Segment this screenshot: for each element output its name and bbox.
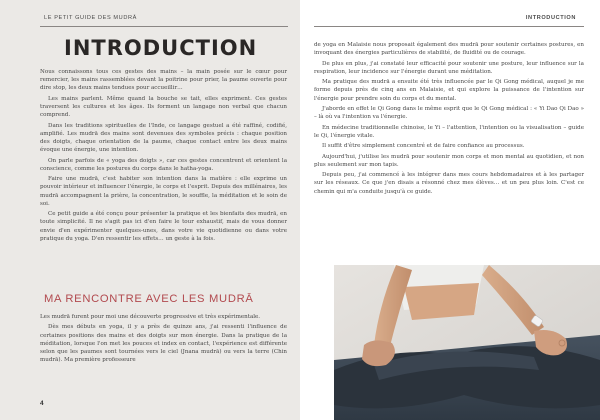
right-paragraph: En médecine traditionnelle chinoise, le Yi – l'attention, l'intention ou la visualisation – guide le Qi, l'énergie vitale.: [314, 124, 584, 139]
header-rule-right: [314, 26, 584, 27]
intro-paragraph: On parle parfois de « yoga des doigts », car ces gestes concentrent et orientent la conscience, comme les postures du corps dans le hatha-yoga.: [40, 157, 287, 172]
intro-paragraph: Ce petit guide a été conçu pour présenter la pratique et les bienfaits des mudrā, en toute simplicité. Il ne s'agit pas ici d'en faire le tour exhaustif, mais de vous donner envie d'en expérimenter quelques-unes, dans votre vie quotidienne ou dans votre pratique du yoga. D'en ressentir les effets… un geste à la fois.: [40, 211, 287, 242]
running-head-right: INTRODUCTION: [525, 15, 576, 21]
right-paragraph: De plus en plus, j'ai constaté leur efficacité pour soutenir une posture, leur influence sur la respiration, leur incidence sur l'énergie durant une méditation.: [314, 60, 584, 75]
right-paragraph: Il suffit d'être simplement concentré et de faire confiance au processus.: [322, 143, 525, 150]
right-paragraph: de yoga en Malaisie nous proposait également des mudrā pour soutenir certaines postures, en invoquant des énergies particulières de stabilité, de fluidité ou de courage.: [314, 42, 584, 57]
page-title: INTRODUCTION: [64, 36, 258, 60]
intro-paragraph: Dans les traditions spirituelles de l'Inde, ce langage gestuel a été raffiné, codifié, amplifié. Les mudrā des mains sont devenues des symboles précis : chaque position des doigts, chaque orientation de la paume, chaque contact entre les deux mains évoque une énergie, une intention.: [40, 122, 287, 154]
seated-meditation-photo: [334, 265, 600, 420]
right-paragraph: J'aborde en effet le Qi Gong dans le même esprit que le Qi Gong médical : « Yi Dao Qi Dao » – là où va l'intention va l'énergie.: [314, 105, 584, 121]
section-paragraph: Dès mes débuts en yoga, il y a près de quinze ans, j'ai ressenti l'influence de certaines positions des mains et des doigts sur mon énergie. Dans la pratique de la méditation, lorsque l'on met les pouces et index en contact, l'expérience est différente selon que les paumes sont tournées vers le ciel (Jnana mudrā) ou vers la terre (Chin mudrā). Ma première professeure: [40, 324, 287, 364]
section-paragraph: Les mudrā furent pour moi une découverte progressive et très expérimentale.: [40, 314, 261, 320]
section-text-column: [40, 313, 287, 367]
intro-paragraph: Les mains parlent. Même quand la bouche se tait, elles expriment. Ces gestes traversent les cultures et les âges. Ils forment un langage non verbal que chacun comprend.: [40, 95, 287, 119]
page-number: 4: [40, 400, 44, 407]
header-rule-left: [40, 26, 288, 27]
right-paragraph: Aujourd'hui, j'utilise les mudrā pour soutenir mon corps et mon mental au quotidien, et non plus seulement sur mon tapis.: [314, 153, 584, 168]
running-head-left: LE PETIT GUIDE DES MUDRĀ: [44, 15, 137, 21]
section-title: MA RENCONTRE AVEC LES MUDRĀ: [44, 293, 254, 305]
right-paragraph: Ma pratique des mudrā a ensuite été très influencée par le Qi Gong médical, auquel je me forme depuis près de cinq ans en Malaisie, et qui explore la puissance de l'intention sur l'énergie pour prendre soin du corps et du mental.: [314, 79, 584, 102]
right-text-column: [314, 41, 584, 198]
intro-text-column: [40, 68, 287, 245]
right-paragraph: Depuis peu, j'ai commencé à les intégrer dans mes cours hebdomadaires et à les partager sur les réseaux. Ce que j'en disais a résonné chez mes élèves… et un peu plus loin. C'est ce chemin qui m'a conduite jusqu'à ce guide.: [314, 172, 584, 195]
intro-paragraph: Faire une mudrā, c'est habiter son intention dans la matière : elle exprime un pouvoir intérieur et influencer l'énergie, le corps et l'esprit. Depuis des millénaires, les mudrā accompagnent la prière, la concentration, le souffle, la méditation et le soin de soi.: [40, 176, 287, 207]
intro-paragraph: Nous connaissons tous ces gestes des mains – la main posée sur le cœur pour remercier, les mains rassemblées devant la poitrine pour prier, la paume ouverte pour dire stop, les deux mains tendues pour accueillir…: [40, 69, 287, 92]
